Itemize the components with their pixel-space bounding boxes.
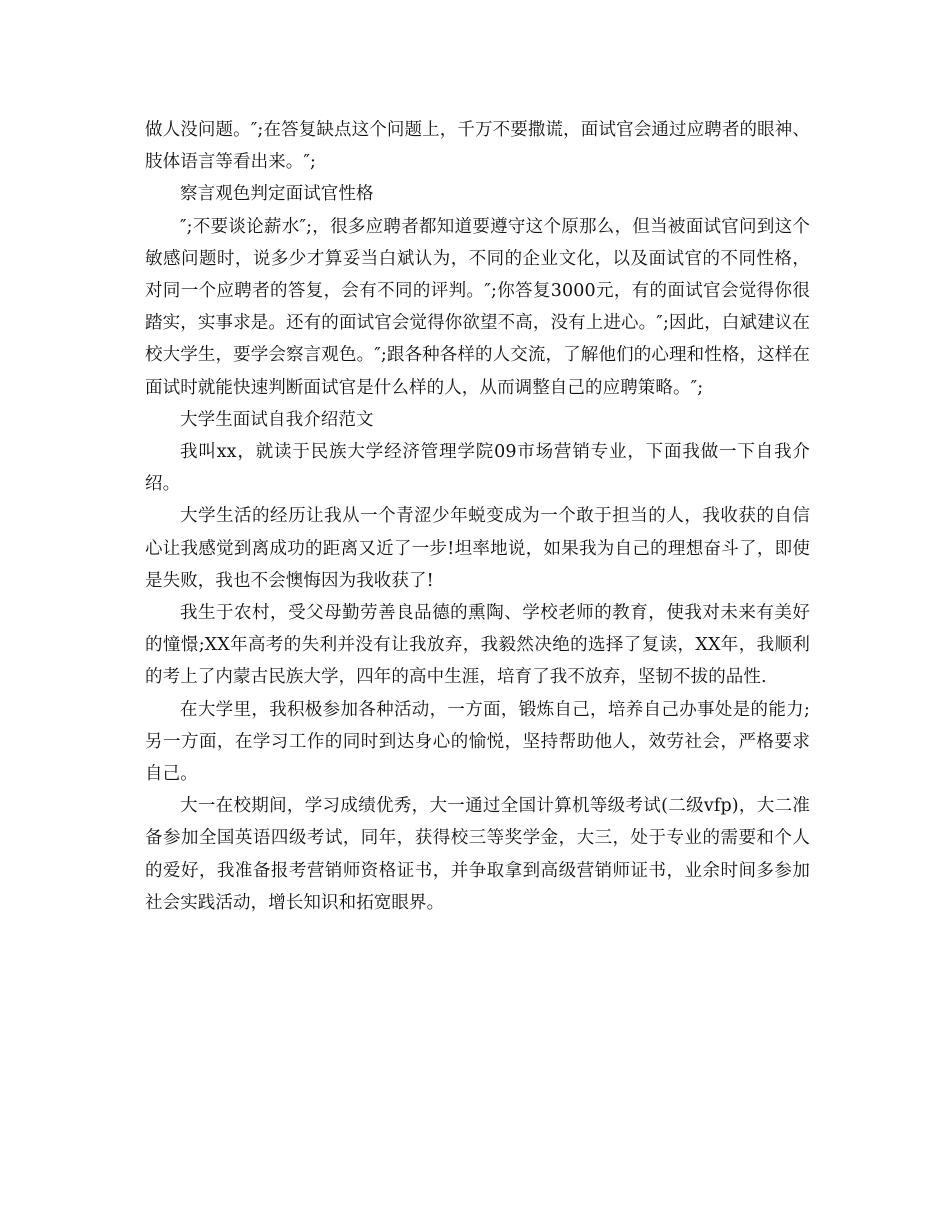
paragraph-activities: 在大学里，我积极参加各种活动，一方面，锻炼自己，培养自己办事处是的能力;另一方面，在学习工作的同时到达身心的愉悦，坚持帮助他人，效劳社会，严格要求自己。 bbox=[145, 699, 810, 785]
paragraph-intro-name: 我叫xx，就读于民族大学经济管理学院09市场营销专业，下面我做一下自我介绍。 bbox=[145, 442, 810, 495]
paragraph-continuation: 做人没问题。″;在答复缺点这个问题上，千万不要撒谎，面试官会通过应聘者的眼神、肢体语言等看出来。″; bbox=[145, 120, 810, 173]
paragraph-salary-advice: ″;不要谈论薪水″;，很多应聘者都知道要遵守这个原那么，但当被面试官问到这个敏感问题时，说多少才算妥当白斌认为，不同的企业文化，以及面试官的不同性格，对同一个应聘者的答复，会有不同的评判。″;你答复3000元，有的面试官会觉得你很踏实，实事求是。还有的面试官会觉得你欲望不高，没有上进心。″;因此，白斌建议在校大学生，要学会察言观色。″;跟各种各样的人交流，了解他们的心理和性格，这样在面试时就能快速判断面试官是什么样的人，从而调整自己的应聘策略。″; bbox=[145, 216, 810, 398]
paragraph-background: 我生于农村，受父母勤劳善良品德的熏陶、学校老师的教育，使我对未来有美好的憧憬;XX年高考的失利并没有让我放弃，我毅然决绝的选择了复读，XX年，我顺利的考上了内蒙古民族大学，四年的高中生涯，培育了我不放弃，坚韧不拔的品性. bbox=[145, 603, 810, 688]
document-body bbox=[145, 114, 810, 919]
section-heading-observe-interviewer: 察言观色判定面试官性格 bbox=[180, 184, 374, 205]
paragraph-college-life: 大学生活的经历让我从一个青涩少年蜕变成为一个敢于担当的人，我收获的自信心让我感觉到离成功的距离又近了一步!坦率地说，如果我为自己的理想奋斗了，即使是失败，我也不会懊悔因为我收获了! bbox=[145, 506, 810, 591]
section-heading-self-introduction: 大学生面试自我介绍范文 bbox=[180, 409, 374, 430]
paragraph-achievements: 大一在校期间，学习成绩优秀，大一通过全国计算机等级考试(二级vfp)，大二准备参加全国英语四级考试，同年，获得校三等奖学金，大三，处于专业的需要和个人的爱好，我准备报考营销师资格证书，并争取拿到高级营销师证书，业余时间多参加社会实践活动，增长知识和拓宽眼界。 bbox=[145, 796, 810, 913]
